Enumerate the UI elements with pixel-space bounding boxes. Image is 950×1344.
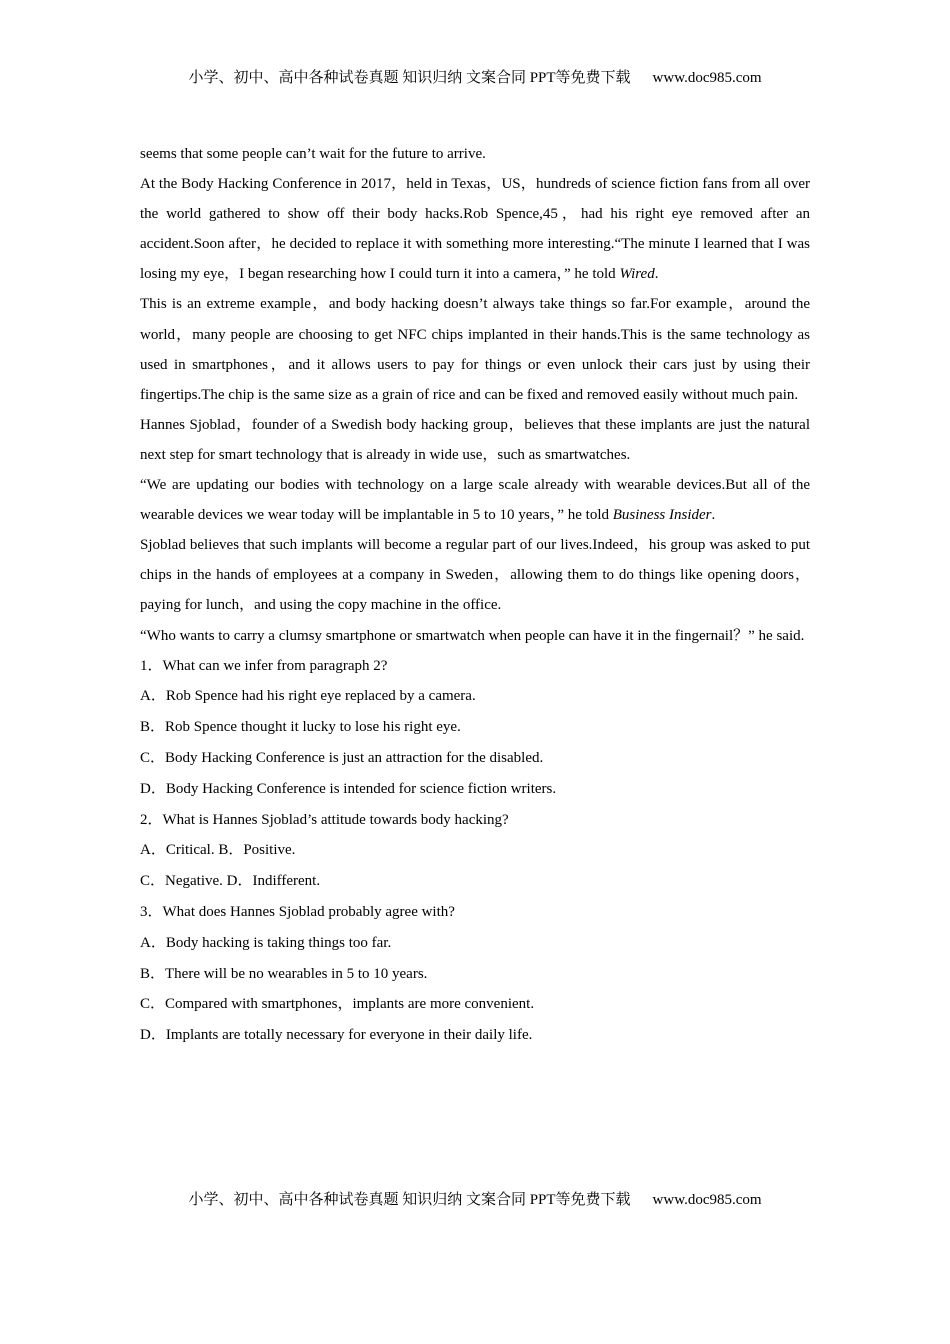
footer-url[interactable]: www.doc985.com — [652, 1192, 762, 1208]
passage-paragraph-1: seems that some people can’t wait for the future to arrive. — [140, 146, 486, 162]
question-1-option-b: B．Rob Spence thought it lucky to lose his right eye. — [140, 719, 461, 736]
question-text: What is Hannes Sjoblad’s attitude towards body hacking? — [162, 811, 509, 828]
question-3-option-c: C．Compared with smartphones，implants are more convenient. — [140, 996, 535, 1013]
question-3-stem — [140, 897, 810, 928]
question-text: What does Hannes Sjoblad probably agree with? — [162, 903, 455, 920]
question-number: 3． — [140, 903, 163, 920]
question-1-option-d: D．Body Hacking Conference is intended for science fiction writers. — [140, 780, 557, 797]
question-2-stem — [140, 805, 810, 836]
question-1 — [140, 651, 810, 805]
passage-paragraph-3: This is an extreme example，and body hacking doesn’t always take things so far.For example，around the world，many people are choosing to get NFC chips implanted in their hands.This is the same technology as used in smartphones，and it allows users to pay for things or even unlock their cars just by using their fingertips.The chip is the same size as a grain of rice and can be fixed and removed easily without much pain. — [140, 296, 810, 403]
question-3 — [140, 897, 810, 1051]
question-1-option-a: A．Rob Spence had his right eye replaced by a camera. — [140, 688, 476, 705]
question-number: 2． — [140, 811, 163, 828]
question-text: What can we infer from paragraph 2? — [162, 657, 388, 674]
question-2-options-cd: C．Negative. D．Indifferent. — [140, 873, 321, 890]
passage-paragraph-7: “Who wants to carry a clumsy smartphone or smartwatch when people can have it in the fingernail？” he said. — [140, 627, 805, 644]
question-2-options-ab: A．Critical. B．Positive. — [140, 842, 296, 859]
page-footer — [0, 1190, 950, 1210]
question-3-option-d: D．Implants are totally necessary for everyone in their daily life. — [140, 1027, 533, 1044]
question-3-option-a: A．Body hacking is taking things too far. — [140, 934, 392, 951]
paragraph-2-text: At the Body Hacking Conference in 2017，held in Texas，US，hundreds of science fiction fans from all over the world gathered to show off their body hacks.Rob Spence,45，had his right eye removed after an accident.Soon after，he decided to replace it with something more interesting.“The minute I learned that I was losing my eye，I began researching how I could turn it into a camera，” he told — [140, 176, 810, 283]
header-promo-text: 小学、初中、高中各种试卷真题 知识归纳 文案合同 PPT等免费下载 — [188, 70, 631, 86]
question-2 — [140, 805, 810, 897]
question-1-option-c: C．Body Hacking Conference is just an attraction for the disabled. — [140, 749, 544, 766]
question-number: 1． — [140, 657, 163, 674]
passage-paragraph-5 — [140, 470, 810, 530]
question-3-option-b: B．There will be no wearables in 5 to 10 years. — [140, 965, 428, 982]
page-header — [0, 68, 950, 88]
document-body — [140, 139, 810, 1051]
passage-paragraph-4: Hannes Sjoblad，founder of a Swedish body hacking group，believes that these implants are just the natural next step for smart technology that is already in wide use，such as smartwatches. — [140, 416, 810, 463]
paragraph-5-text: “We are updating our bodies with technology on a large scale already with wearable devices.But all of the wearable devices we wear today will be implantable in 5 to 10 years，” he told — [140, 477, 810, 524]
source-business-insider: Business Insider — [612, 507, 712, 524]
passage-paragraph-2 — [140, 169, 810, 289]
question-1-stem — [140, 651, 810, 682]
passage-paragraph-6: Sjoblad believes that such implants will become a regular part of our lives.Indeed，his group was asked to put chips in the hands of employees at a company in Sweden，allowing them to do things like opening doors，paying for lunch，and using the copy machine in the office. — [140, 537, 810, 614]
paragraph-5-end: . — [711, 507, 716, 524]
paragraph-2-end: . — [654, 266, 659, 283]
header-url[interactable]: www.doc985.com — [652, 70, 762, 86]
footer-promo-text: 小学、初中、高中各种试卷真题 知识归纳 文案合同 PPT等免费下载 — [188, 1192, 631, 1208]
source-wired: Wired — [619, 266, 655, 283]
